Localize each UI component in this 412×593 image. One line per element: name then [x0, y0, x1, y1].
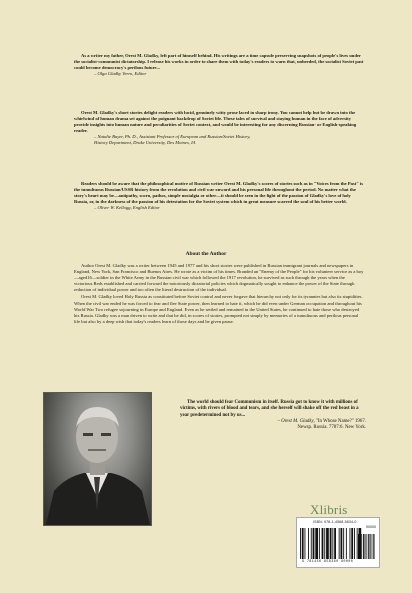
- blurb-attribution: – Olga Gladky Verro, Editor: [94, 71, 147, 77]
- blurb-historian: [74, 110, 364, 147]
- author-quote: [180, 400, 366, 431]
- about-heading: About the Author: [185, 251, 227, 257]
- blurb-attribution-affiliation: History Department, Drake University, Des Moines, IA: [94, 140, 196, 146]
- quote-author: – Orest M. Gladky,: [277, 418, 315, 424]
- blurb-text: As a writer my father, Orest M. Gladky, left part of himself behind. His writings are a time capsule preserving snapshots of people's lives under the socialist-communist dictatorship. I release his works in order to share them with today's readers to warn that, unheeded, the socialist Soviet past could become democracy's perilous future...: [74, 53, 364, 71]
- about-paragraph: Author Orest M. Gladky was a writer between 1945 and 1977 and his short stories were published in Russian immigrant journals and newspapers in England, New York, San Francisco and Buenos Aires. He wrote as a victim of his times. Branded an "Enemy of the People" for his volunteer service as a boy—aged16—soldier in the White Army in the Russian civil war which followed the 1917 revolution, he survived as such through the years when the victorious Reds established and carried forward the notoriously dictatorial policies which dogmatically sought to enhance the power of the State through reduction of individual power and too often the literal destruction of the individual.: [74, 263, 364, 293]
- quote-source: Newsp. Russia. 7787:6. New York.: [297, 425, 366, 431]
- price-code: 90000: [366, 525, 376, 529]
- blurb-editor: [74, 53, 364, 77]
- barcode: [296, 517, 380, 568]
- blurb-english-editor: [74, 181, 364, 211]
- quote-work: "In Whose Name?" 1967.: [315, 418, 366, 424]
- blurb-attribution: – Natalie Bayer, Ph. D., Assistant Professor of European and Russian/Soviet History,: [94, 134, 251, 140]
- blurb-text: Orest M. Gladky's short stories delight readers with lucid, genuinely witty prose laced in sharp irony. You cannot help but be drawn into the whirlwind of human drama set against the poignant backdrop of Soviet life. These tales of survival and staying human in the face of adversity provide insights into human nature and peculiarities of Soviet context, and would be interesting for any discerning Russian- or English-speaking reader.: [74, 110, 357, 134]
- barcode-bars: [300, 528, 376, 559]
- blurb-text: Readers should be aware that the philosophical motive of Russian writer Orest M. Gladky's scores of stories such as in "Voices from the Past" is the tumultuous Russian/USSR history from the revolution and civil war onward and his personal life throughout the period. No matter what the story's heart may be—antipathy, scorn, pathos, simple nostalgia or other—it should be seen in the light of the passion of Gladky's love of holy Russia, or, in the darkness of the passion of his detestation for the Soviet system which in great measure scarred the soul of his better world.: [74, 181, 364, 205]
- author-portrait: [43, 392, 152, 526]
- portrait-figure: [44, 393, 151, 525]
- isbn-text: ISBN: 978-1-4568-5834-0: [313, 520, 357, 524]
- about-paragraph: Orest M. Gladky loved Holy Russia as constituted before Soviet control and never forgave that hierarchy not only for its tyrannies but also its stupidities. When the civil war ended he was forced to fear and flee State power, then learned to hate it, which he did even under German occupation and throughout his World War Two refugee sojourning in Europe and England. Even as he settled and remained in the United States, he continued to hate those who destroyed his Russia. Gladky was a man driven to write and that he did, in scores of stories, prompted not simply by memories of a tumultuous and perilous personal life but also by a deep wish that today's readers learn of those days and be given pause.: [74, 294, 363, 324]
- quote-text: The world should fear Communism in itself. Russia got to know it with millions of victims, with rivers of blood and tears, and she herself will shake off the red beast in a year predetermined not by us...: [180, 400, 359, 418]
- barcode-digits: 9 781456 858360 90000: [302, 560, 354, 564]
- publisher-logo: Xlibris: [310, 502, 348, 517]
- about-section: [74, 263, 364, 326]
- blurb-attribution: – Oliver W. Kellogg, English Editor: [94, 205, 160, 211]
